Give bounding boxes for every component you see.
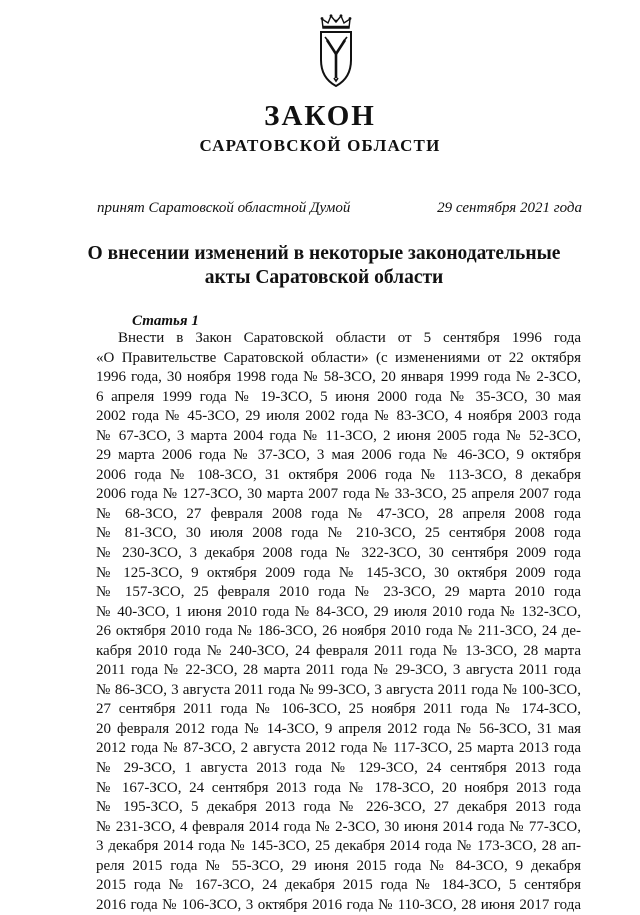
article-text-line: 2015 года № 167-ЗСО, 24 декабря 2015 года № 184-ЗСО, 5 сентября bbox=[96, 877, 581, 894]
article-text-line: 3 декабря 2014 года № 145-ЗСО, 25 декабря 2014 года № 173-ЗСО, 28 ап- bbox=[96, 838, 581, 855]
article-text-line: 2016 года № 106-ЗСО, 3 октября 2016 года № 110-ЗСО, 28 июня 2017 года bbox=[96, 896, 581, 913]
article-text-line: 2011 года № 22-ЗСО, 28 марта 2011 года № 29-ЗСО, 3 августа 2011 года bbox=[96, 662, 581, 679]
adopted-by: принят Саратовской областной Думой bbox=[97, 200, 351, 216]
article-body bbox=[96, 329, 581, 915]
article-text-line: № 157-ЗСО, 25 февраля 2010 года № 23-ЗСО, 29 марта 2010 года bbox=[96, 584, 581, 601]
article-text-line: 26 октября 2010 года № 186-ЗСО, 26 ноября 2010 года № 211-ЗСО, 24 де- bbox=[96, 623, 581, 640]
article-text-line: «О Правительстве Саратовской области» (с изменениями от 22 октября bbox=[96, 349, 581, 366]
article-text-line: № 67-ЗСО, 3 марта 2004 года № 11-ЗСО, 2 июня 2005 года № 52-ЗСО, bbox=[96, 427, 581, 444]
document-heading-line: акты Саратовской области bbox=[204, 267, 444, 288]
article-text-line: № 167-ЗСО, 24 сентября 2013 года № 178-ЗСО, 20 ноября 2013 года bbox=[96, 779, 581, 796]
article-text-line: реля 2015 года № 55-ЗСО, 29 июня 2015 года № 84-ЗСО, 9 декабря bbox=[96, 857, 581, 874]
region-title: САРАТОВСКОЙ ОБЛАСТИ bbox=[199, 136, 441, 155]
article-text-line: № 195-ЗСО, 5 декабря 2013 года № 226-ЗСО, 27 декабря 2013 года bbox=[96, 799, 581, 816]
article-text-line: 2012 года № 87-ЗСО, 2 августа 2012 года № 117-ЗСО, 25 марта 2013 года bbox=[96, 740, 581, 757]
article-text-line: № 86-ЗСО, 3 августа 2011 года № 99-ЗСО, 3 августа 2011 года № 100-ЗСО, bbox=[96, 681, 581, 698]
article-text-line: 20 февраля 2012 года № 14-ЗСО, 9 апреля 2012 года № 56-ЗСО, 31 мая bbox=[96, 720, 581, 737]
article-text-line: 1996 года, 30 ноября 1998 года № 58-ЗСО, 20 января 1999 года № 2-ЗСО, bbox=[96, 369, 581, 386]
saratov-coat-of-arms-icon bbox=[318, 14, 354, 88]
adopted-date: 29 сентября 2021 года bbox=[437, 200, 582, 216]
article-text-line: № 125-ЗСО, 9 октября 2009 года № 145-ЗСО, 30 октября 2009 года bbox=[96, 564, 581, 581]
law-title: ЗАКОН bbox=[264, 100, 376, 132]
article-text-line: № 81-ЗСО, 30 июля 2008 года № 210-ЗСО, 25 сентября 2008 года bbox=[96, 525, 581, 542]
article-label: Статья 1 bbox=[132, 313, 199, 329]
article-text-line: 6 апреля 1999 года № 19-ЗСО, 5 июня 2000 года № 35-ЗСО, 30 мая bbox=[96, 388, 581, 405]
article-text-line: № 230-ЗСО, 3 декабря 2008 года № 322-ЗСО, 30 сентября 2009 года bbox=[96, 545, 581, 562]
article-text-line: 2006 года № 127-ЗСО, 30 марта 2007 года № 33-ЗСО, 25 апреля 2007 года bbox=[96, 486, 581, 503]
document-heading-line: О внесении изменений в некоторые законодательные bbox=[87, 243, 561, 264]
article-text-line: 27 сентября 2011 года № 106-ЗСО, 25 ноября 2011 года № 174-ЗСО, bbox=[96, 701, 581, 718]
article-text-line: № 40-ЗСО, 1 июня 2010 года № 84-ЗСО, 29 июля 2010 года № 132-ЗСО, bbox=[96, 603, 581, 620]
article-text-line: № 231-ЗСО, 4 февраля 2014 года № 2-ЗСО, 30 июня 2014 года № 77-ЗСО, bbox=[96, 818, 581, 835]
adoption-info bbox=[97, 199, 582, 217]
article-text-line: № 29-ЗСО, 1 августа 2013 года № 129-ЗСО, 24 сентября 2013 года bbox=[96, 760, 581, 777]
article-text-line: 2006 года № 108-ЗСО, 31 октября 2006 года № 113-ЗСО, 8 декабря bbox=[96, 466, 581, 483]
article-text-line: 29 марта 2006 года № 37-ЗСО, 3 мая 2006 года № 46-ЗСО, 9 октября bbox=[96, 447, 581, 464]
article-text-line: 2002 года № 45-ЗСО, 29 июля 2002 года № 83-ЗСО, 4 ноября 2003 года bbox=[96, 408, 581, 425]
article-text-line: кабря 2010 года № 240-ЗСО, 24 февраля 2011 года № 13-ЗСО, 28 марта bbox=[96, 642, 581, 659]
document-heading bbox=[60, 242, 588, 290]
article-text-line: Внести в Закон Саратовской области от 5 сентября 1996 года bbox=[118, 330, 581, 346]
article-text-line: № 68-ЗСО, 27 февраля 2008 года № 47-ЗСО, 28 апреля 2008 года bbox=[96, 505, 581, 522]
